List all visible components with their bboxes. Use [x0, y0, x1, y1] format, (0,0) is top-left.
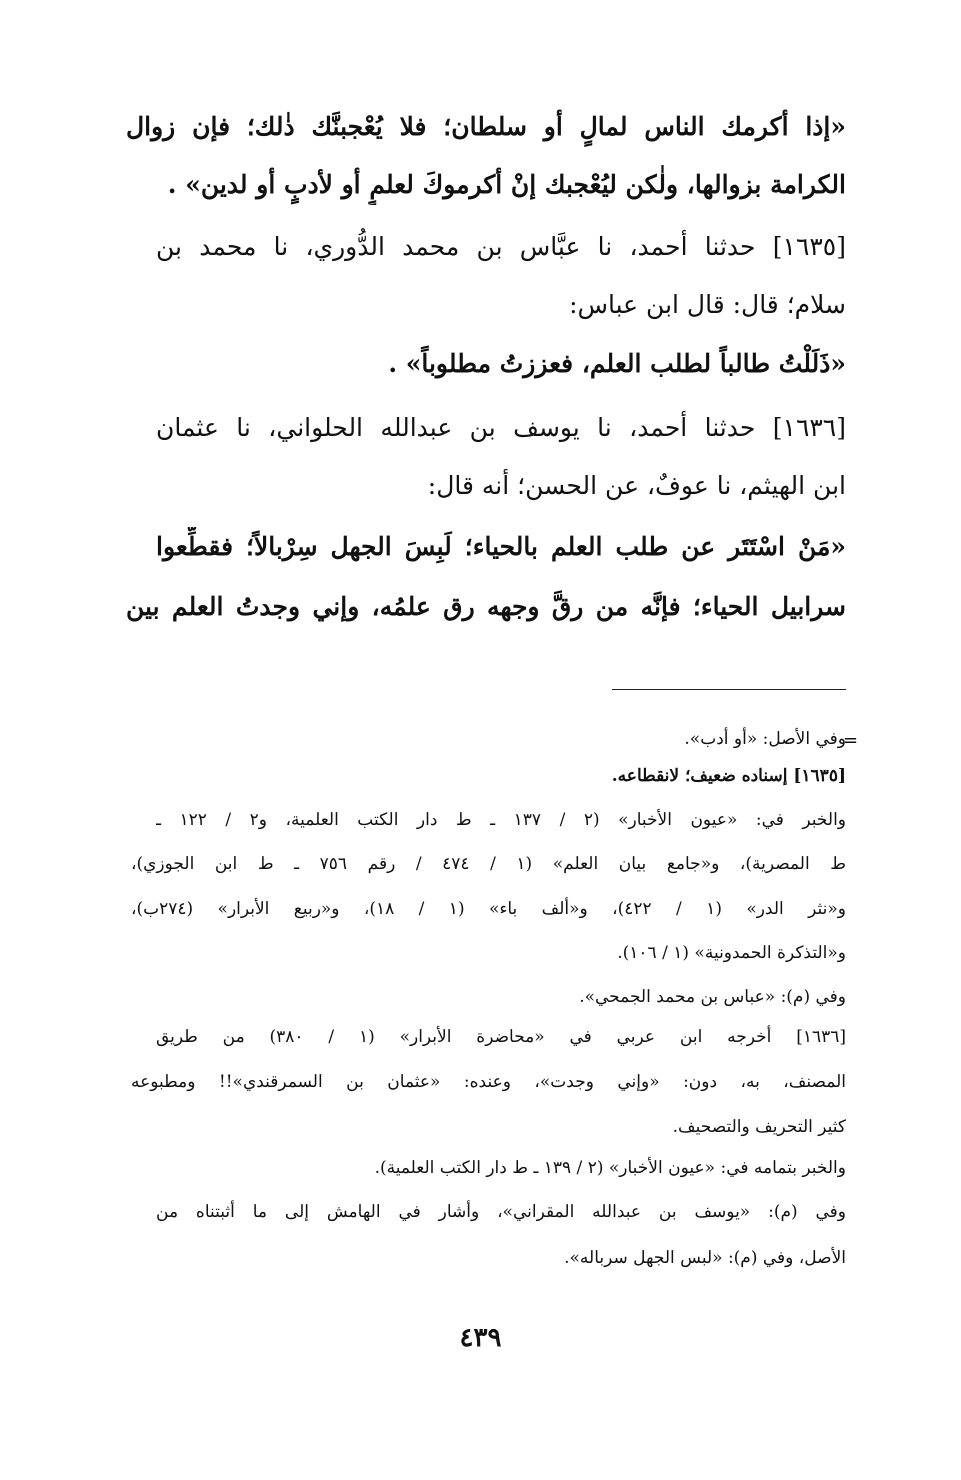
footnote-line-4: ط المصرية)، و«جامع بيان العلم» (١ / ٤٧٤ / رقم ٧٥٦ ـ ط ابن الجوزي)،: [131, 854, 846, 874]
footnote-line-8: [١٦٣٦] أخرجه ابن عربي في «محاضرة الأبرار» (١ / ٣٨٠) من طريق: [156, 1027, 846, 1047]
main-line-5: «ذَلَلْتُ طالباً لطلب العلم، فعززتُ مطلوباً» .: [388, 349, 846, 378]
main-line-7: ابن الهيثم، نا عوفٌ، عن الحسن؛ أنه قال:: [427, 471, 846, 500]
main-line-1: «إذا أكرمك الناس لمالٍ أو سلطان؛ فلا يُعْجبنَّك ذٰلك؛ فإن زوال: [126, 112, 846, 141]
footnote-line-7: وفي (م): «عباس بن محمد الجمحي».: [579, 987, 846, 1007]
footnote-line-9: المصنف، به، دون: «وإني وجدت»، وعنده: «عثمان بن السمرقندي»!! ومطبوعه: [131, 1072, 846, 1092]
footnote-line-12: وفي (م): «يوسف بن عبدالله المقراني»، وأشار في الهامش إلى ما أثبتناه من: [156, 1202, 846, 1222]
footnote-line-11: والخبر بتمامه في: «عيون الأخبار» (٢ / ١٣٩ ـ ط دار الكتب العلمية).: [374, 1158, 846, 1178]
main-line-8: «مَنْ اسْتَتَر عن طلب العلم بالحياء؛ لَبِسَ الجهل سِرْبالاً؛ فقطِّعوا: [156, 532, 846, 561]
footnote-separator: [612, 689, 846, 690]
footnote-line-2: [١٦٣٥] إسناده ضعيف؛ لانقطاعه.: [611, 766, 846, 786]
main-line-3: [١٦٣٥] حدثنا أحمد، نا عبَّاس بن محمد الدُّوري، نا محمد بن: [156, 232, 846, 261]
footnote-line-5: و«نثر الدر» (١ / ٤٢٢)، و«ألف باء» (١ / ١٨)، و«ربيع الأبرار» (٢٧٤ب)،: [131, 899, 846, 919]
main-line-4: سلام؛ قال: قال ابن عباس:: [569, 290, 846, 319]
footnote-line-6: و«التذكرة الحمدونية» (١ / ١٠٦).: [617, 943, 846, 963]
footnote-line-10: كثير التحريف والتصحيف.: [672, 1117, 846, 1137]
footnote-line-13: الأصل، وفي (م): «لبس الجهل سرباله».: [564, 1248, 846, 1268]
footnote-line-3: والخبر في: «عيون الأخبار» (٢ / ١٣٧ ـ ط دار الكتب العلمية، و٢ / ١٢٢ ـ: [156, 810, 846, 830]
main-line-2: الكرامة بزوالها، ولٰكن ليُعْجبك إنْ أكرموكَ لعلمٍ أو لأدبٍ أو لدين» .: [167, 170, 846, 199]
main-line-6: [١٦٣٦] حدثنا أحمد، نا يوسف بن عبدالله الحلواني، نا عثمان: [156, 413, 846, 442]
footnote-continuation-mark: =: [843, 730, 859, 751]
footnote-line-1: وفي الأصل: «أو أدب».: [684, 729, 846, 749]
main-line-9: سرابيل الحياء؛ فإنَّه من رقَّ وجهه رق علمُه، وإني وجدتُ العلم بين: [126, 592, 846, 621]
page-number: ٤٣٩: [459, 1323, 502, 1353]
